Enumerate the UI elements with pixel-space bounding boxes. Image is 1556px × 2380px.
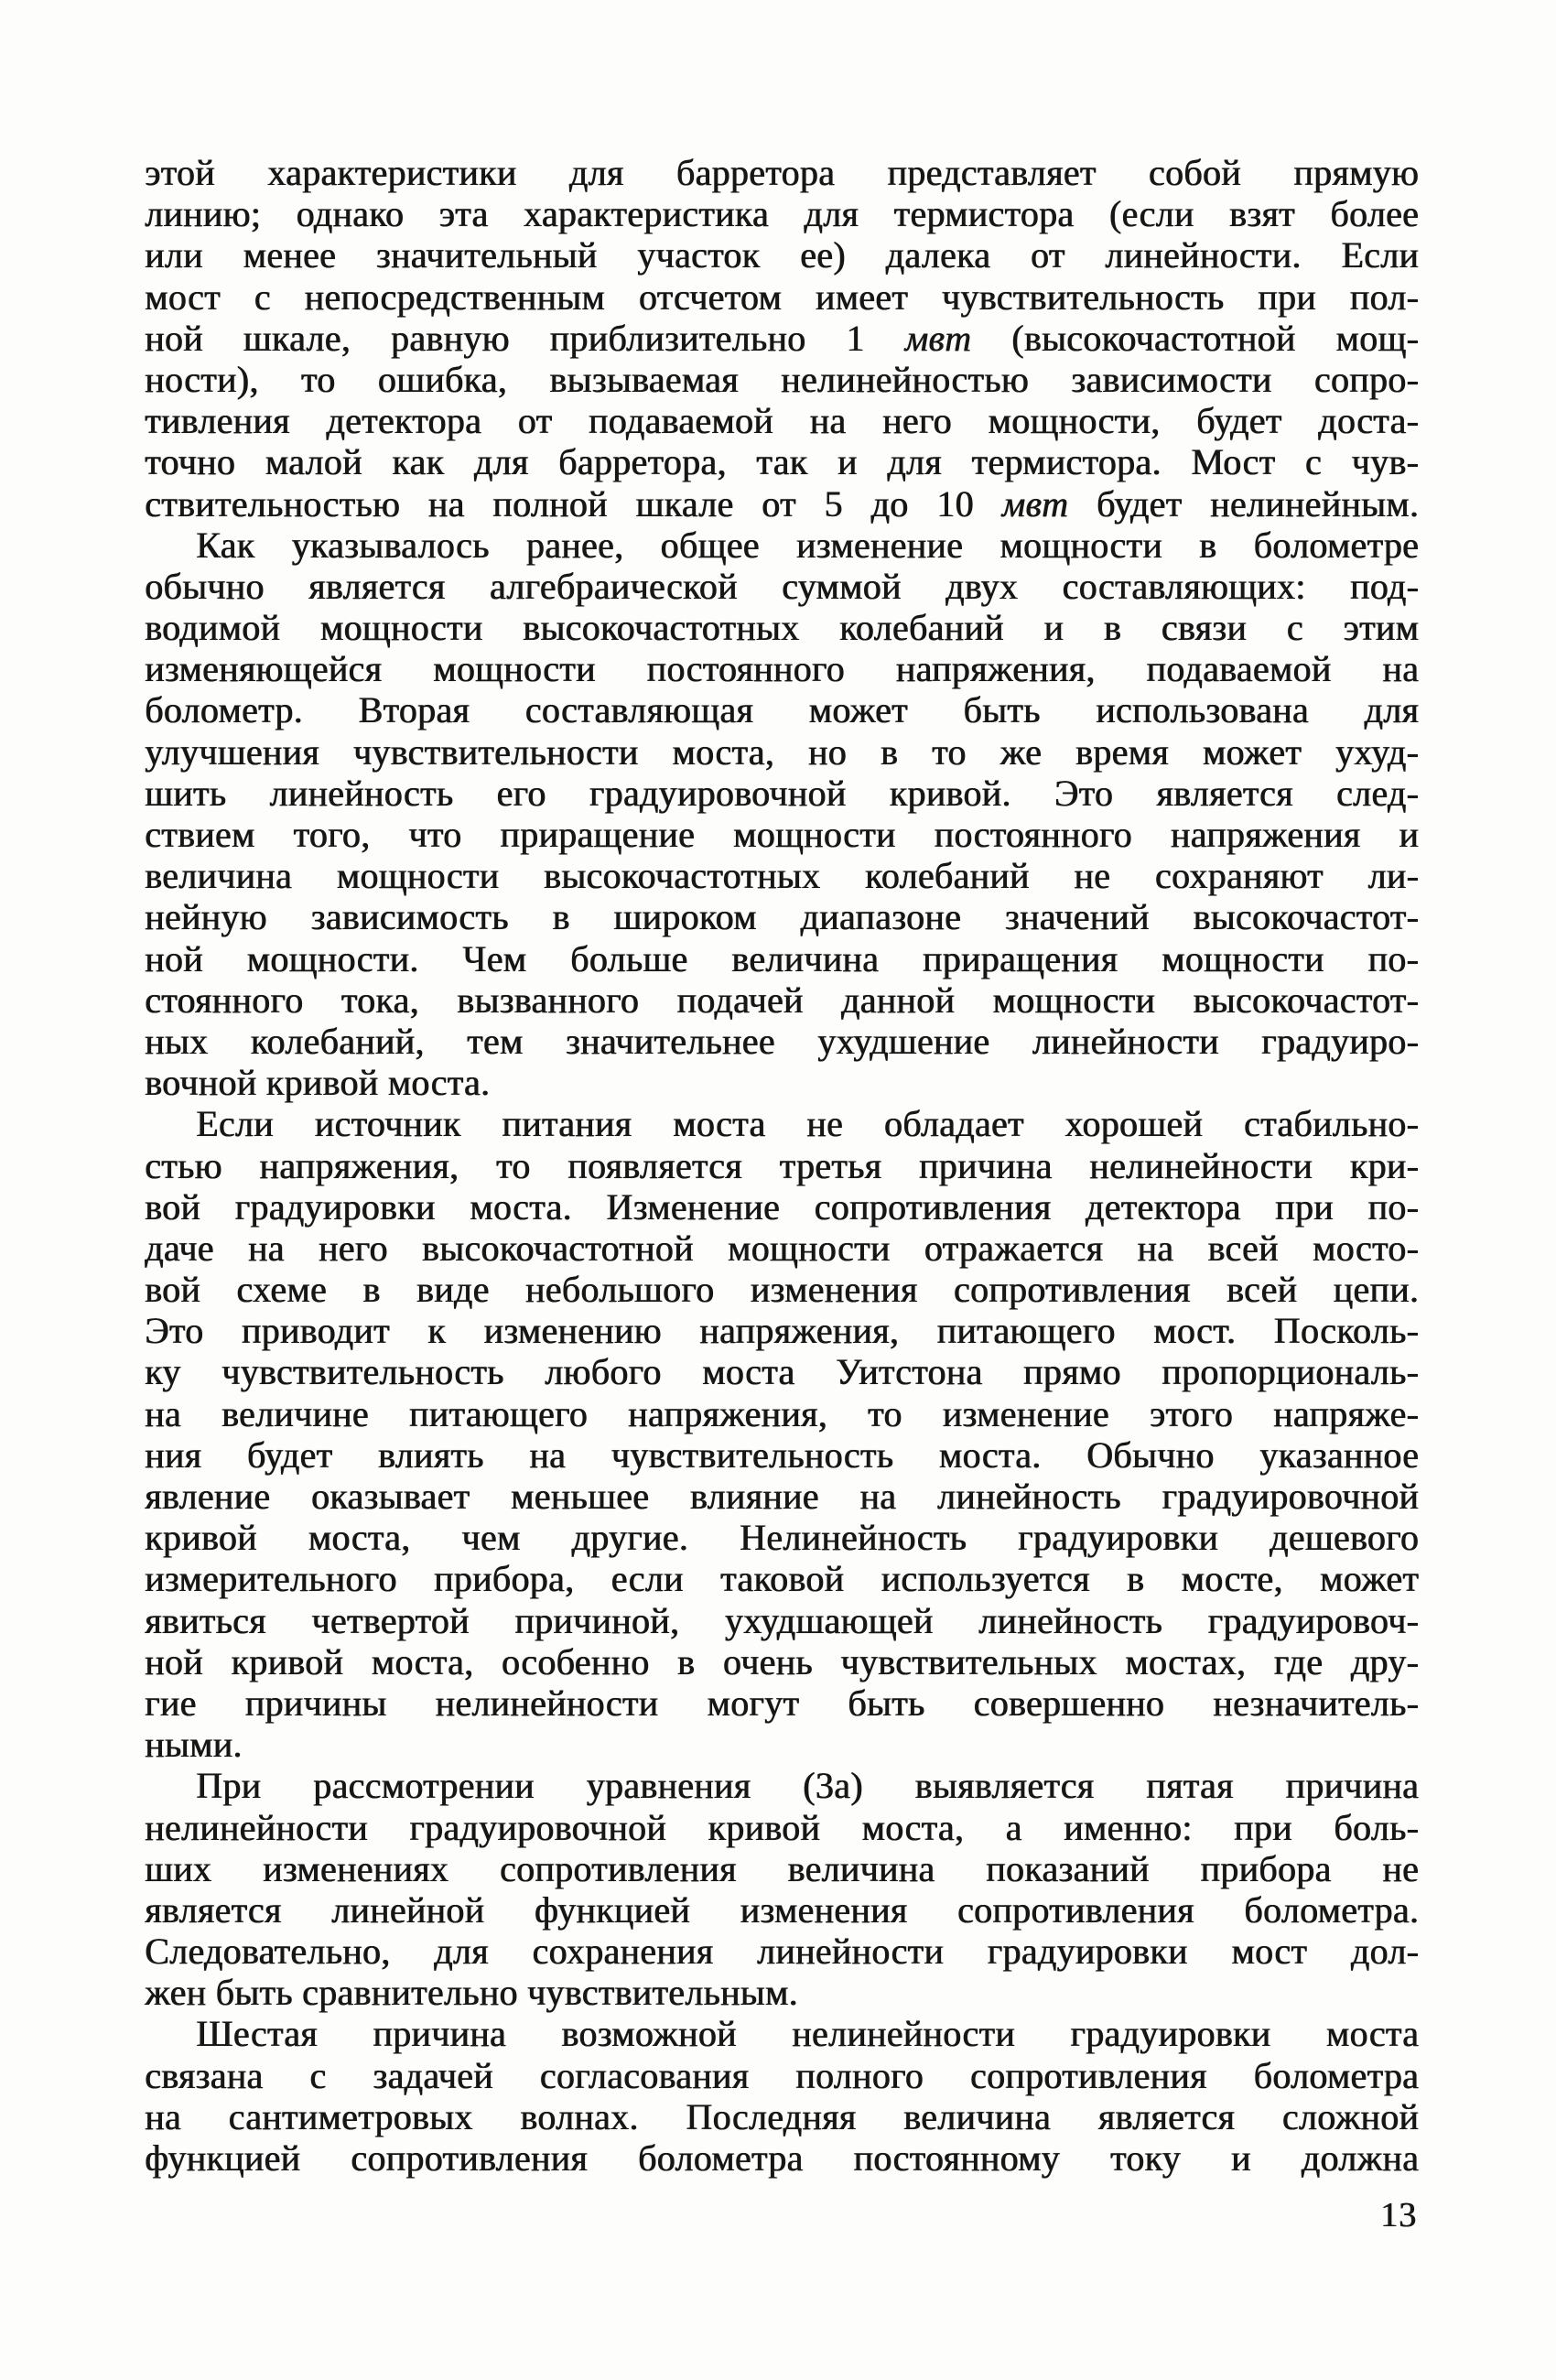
text-segment: (высокочастотной мощ- [971,317,1419,359]
paragraph [145,1765,1419,2013]
text-line: ших изменениях сопротивления величина показаний прибора не [145,1847,1419,1889]
text-line: кривой моста, чем другие. Нелинейность градуировки дешевого [145,1517,1419,1559]
text-line: улучшения чувствительности моста, но в то же время может ухуд- [145,730,1419,773]
text-line: ку чувствительность любого моста Уитстона прямо пропорциональ- [145,1351,1419,1393]
text-line: на сантиметровых волнах. Последняя величина является сложной [145,2095,1419,2137]
text-line: функцией сопротивления болометра постоянному току и должна [145,2137,1419,2179]
text-line: ной кривой моста, особенно в очень чувствительных мостах, где дру- [145,1640,1419,1682]
text-line: стоянного тока, вызванного подачей данной мощности высокочастот- [145,979,1419,1021]
text-line: жен быть сравнительно чувствительным. [145,1972,798,2014]
text-line: линию; однако эта характеристика для термистора (если взят более [145,193,1419,235]
text-line: вой схеме в виде небольшого изменения сопротивления всей цепи. [145,1269,1419,1311]
text-line: обычно является алгебраической суммой двух составляющих: под- [145,565,1419,607]
text-line: шить линейность его градуировочной кривой. Это является след- [145,772,1419,814]
text-line: болометр. Вторая составляющая может быть использована для [145,689,1419,731]
text-segment: ной шкале, равную приблизительно 1 [145,317,905,359]
page-number: 13 [1380,2196,1417,2234]
text-line: ной мощности. Чем больше величина приращения мощности по- [145,937,1419,979]
text-line: гие причины нелинейности могут быть совершенно незначитель- [145,1682,1419,1724]
text-line: Следовательно, для сохранения линейности градуировки мост дол- [145,1931,1419,1973]
text-line: связана с задачей согласования полного сопротивления болометра [145,2054,1419,2096]
text-line: ных колебаний, тем значительнее ухудшение линейности градуиро- [145,1020,1419,1062]
text-segment: ствительностью на полной шкале от 5 до 10 [145,482,1002,525]
text-line: изменяющейся мощности постоянного напряжения, подаваемой на [145,648,1419,690]
paragraph [145,152,1419,525]
text-line: ности), то ошибка, вызываемая нелинейностью зависимости сопро- [145,358,1419,400]
italic-text: мвт [904,317,972,359]
text-line: на величине питающего напряжения, то изменение этого напряже- [145,1392,1419,1434]
text-line: точно малой как для барретора, так и для термистора. Мост с чув- [145,441,1419,483]
text-line: явиться четвертой причиной, ухудшающей линейность градуировоч- [145,1599,1419,1641]
text-line: вочной кривой моста. [145,1062,491,1104]
text-line: мост с непосредственным отсчетом имеет чувствительность при пол- [145,276,1419,318]
text-line: вой градуировки моста. Изменение сопротивления детектора при по- [145,1185,1419,1228]
text-line: этой характеристики для барретора представляет собой прямую [145,152,1419,193]
text-line [145,318,1419,359]
text-block [145,152,1419,2179]
text-line: или менее значительный участок ее) далека от линейности. Если [145,234,1419,276]
paragraph [145,525,1419,1104]
text-line: водимой мощности высокочастотных колебаний и в связи с этим [145,607,1419,649]
text-line [145,483,1419,525]
text-line: величина мощности высокочастотных колебаний не сохраняют ли- [145,855,1419,897]
text-line: стью напряжения, то появляется третья причина нелинейности кри- [145,1144,1419,1186]
italic-text: мвт [1001,482,1069,525]
text-line: является линейной функцией изменения сопротивления болометра. [145,1888,1419,1931]
text-line: измерительного прибора, если таковой используется в мосте, может [145,1558,1419,1600]
text-line: Шестая причина возможной нелинейности градуировки моста [196,2013,1419,2055]
text-line: ния будет влиять на чувствительность моста. Обычно указанное [145,1433,1419,1476]
text-segment: будет нелинейным. [1068,482,1419,525]
text-line: нелинейности градуировочной кривой моста, а именно: при боль- [145,1806,1419,1848]
text-line: ствием того, что приращение мощности постоянного напряжения и [145,814,1419,855]
text-line: Если источник питания моста не обладает хорошей стабильно- [196,1103,1419,1145]
text-line: ными. [145,1724,243,1766]
paragraph [145,2013,1419,2179]
text-line: даче на него высокочастотной мощности отражается на всей мосто- [145,1227,1419,1269]
paragraph [145,1103,1419,1765]
text-line: При рассмотрении уравнения (3а) выявляется пятая причина [196,1765,1419,1807]
text-line: тивления детектора от подаваемой на него мощности, будет доста- [145,400,1419,442]
text-line: Это приводит к изменению напряжения, питающего мост. Посколь- [145,1310,1419,1352]
text-line: нейную зависимость в широком диапазоне значений высокочастот- [145,896,1419,938]
text-line: явление оказывает меньшее влияние на линейность градуировочной [145,1476,1419,1517]
text-line: Как указывалось ранее, общее изменение мощности в болометре [196,524,1419,566]
